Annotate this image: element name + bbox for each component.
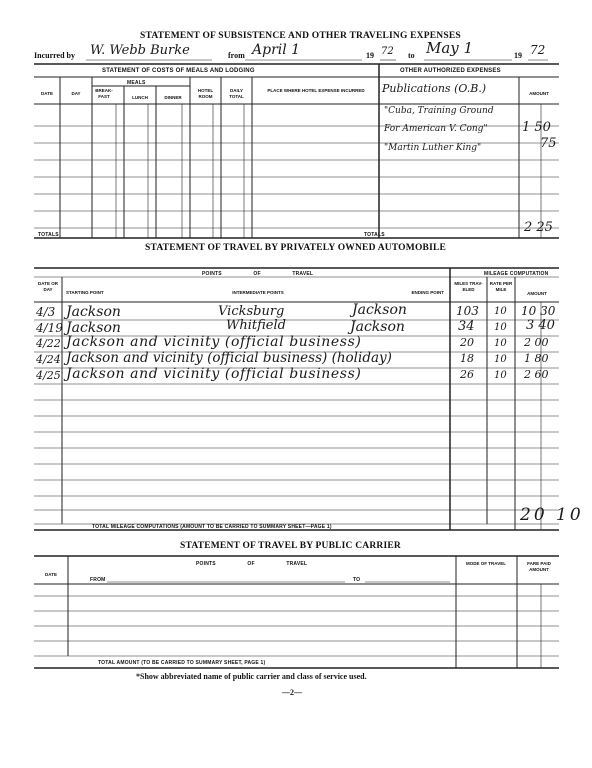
carrier-points-of-travel: POINTS OF TRAVEL — [196, 561, 308, 567]
col-lunch: LUNCH — [132, 95, 148, 100]
auto-col-ending: ENDING POINT — [411, 290, 444, 295]
meals-lodging-heading: STATEMENT OF COSTS OF MEALS AND LODGING — [102, 68, 255, 74]
from-label: from — [228, 51, 245, 60]
auto-row-miles[interactable]: 20 — [460, 336, 474, 349]
auto-col-starting: STARTING POINT — [66, 290, 104, 295]
auto-col-miles: MILES TRAV-ELED — [454, 281, 483, 292]
auto-row-date[interactable]: 4/19 — [36, 321, 63, 335]
col-hotel-room: HOTEL ROOM — [197, 88, 214, 99]
meals-totals-label: TOTALS — [38, 232, 59, 238]
footnote: *Show abbreviated name of public carrier and class of service used. — [136, 672, 367, 681]
meals-group-label: MEALS — [127, 80, 146, 86]
col-dinner: DINNER — [164, 95, 182, 100]
col-breakfast: BREAK-FAST — [95, 88, 113, 99]
auto-row-starting[interactable]: Jackson — [66, 304, 121, 320]
total-mileage-label: TOTAL MILEAGE COMPUTATIONS (AMOUNT TO BE CARRIED TO SUMMARY SHEET—PAGE 1) — [92, 524, 332, 530]
auto-row-starting[interactable]: Jackson and vicinity (official business) — [66, 366, 362, 382]
form-title: STATEMENT OF SUBSISTENCE AND OTHER TRAVELING EXPENSES — [140, 31, 461, 41]
auto-points-of-travel: POINTS OF TRAVEL — [202, 271, 314, 277]
other-total-amount[interactable]: 2 25 — [524, 220, 553, 235]
auto-row-rate[interactable]: 10 — [494, 306, 507, 317]
auto-col-amount: AMOUNT — [527, 291, 547, 296]
mileage-computation-heading: MILEAGE COMPUTATION — [484, 271, 549, 277]
other-expense-item[interactable]: For American V. Cong" — [384, 124, 488, 134]
auto-row-miles[interactable]: 103 — [456, 304, 479, 318]
carrier-total-label: TOTAL AMOUNT (TO BE CARRIED TO SUMMARY SHEET, PAGE 1) — [98, 660, 266, 666]
auto-row-starting[interactable]: Jackson — [66, 320, 121, 336]
carrier-col-date: DATE — [45, 572, 57, 577]
other-expense-amount[interactable]: 1 50 — [522, 120, 551, 135]
from-date-value[interactable]: April 1 — [252, 42, 301, 58]
auto-row-starting[interactable]: Jackson and vicinity (official business) — [66, 334, 362, 350]
page-number: —2— — [282, 688, 302, 697]
carrier-mode-label: MODE OF TRAVEL — [466, 561, 506, 566]
total-mileage-amount[interactable]: 20 10 — [520, 505, 584, 525]
auto-row-intermediate[interactable]: Whitfield — [226, 318, 286, 333]
auto-row-amount[interactable]: 2 60 — [524, 368, 549, 381]
auto-row-amount[interactable]: 10 30 — [521, 304, 556, 318]
year-prefix-1: 19 — [366, 51, 374, 60]
incurred-by-value[interactable]: W. Webb Burke — [90, 43, 190, 58]
to-date-value[interactable]: May 1 — [426, 39, 474, 57]
auto-col-intermediate: INTERMEDIATE POINTS — [232, 290, 284, 295]
other-expense-item[interactable]: "Martin Luther King" — [384, 143, 482, 153]
auto-row-rate[interactable]: 10 — [494, 370, 507, 381]
auto-row-date[interactable]: 4/25 — [36, 369, 61, 382]
year-value-1[interactable]: 72 — [381, 46, 394, 57]
auto-row-ending[interactable]: Jackson — [350, 319, 405, 335]
auto-row-miles[interactable]: 18 — [460, 352, 474, 365]
auto-col-date: DATE OR DAY — [38, 281, 58, 292]
carrier-to-label: TO — [353, 577, 361, 583]
auto-row-ending[interactable]: Jackson — [352, 302, 407, 318]
col-date: DATE — [41, 91, 53, 96]
carrier-fare-label: FARE PAID AMOUNT — [527, 561, 551, 572]
other-expense-amount[interactable]: 75 — [540, 136, 557, 151]
auto-row-date[interactable]: 4/24 — [36, 353, 61, 366]
year-value-2[interactable]: 72 — [530, 43, 546, 57]
col-place-hotel: PLACE WHERE HOTEL EXPENSE INCURRED — [267, 88, 365, 93]
auto-row-date[interactable]: 4/3 — [36, 305, 56, 319]
carrier-section-heading: STATEMENT OF TRAVEL BY PUBLIC CARRIER — [180, 541, 401, 551]
auto-row-amount[interactable]: 2 00 — [524, 336, 549, 349]
auto-section-heading: STATEMENT OF TRAVEL BY PRIVATELY OWNED AUTOMOBILE — [145, 243, 447, 253]
other-expense-item[interactable]: "Cuba, Training Ground — [384, 106, 494, 116]
auto-row-miles[interactable]: 34 — [458, 319, 475, 334]
incurred-by-label: Incurred by — [34, 51, 75, 60]
auto-row-date[interactable]: 4/22 — [36, 337, 61, 350]
to-label: to — [408, 51, 415, 60]
col-day: DAY — [71, 91, 81, 96]
auto-row-miles[interactable]: 26 — [460, 368, 474, 381]
auto-row-rate[interactable]: 10 — [494, 338, 507, 349]
other-amount-label: AMOUNT — [529, 91, 549, 96]
auto-row-amount[interactable]: 1 80 — [524, 352, 549, 365]
other-expense-item[interactable]: Publications (O.B.) — [382, 82, 487, 95]
auto-row-rate[interactable]: 10 — [494, 322, 507, 333]
year-prefix-2: 19 — [514, 51, 522, 60]
col-daily-total: DAILY TOTAL — [229, 88, 244, 99]
carrier-from-label: FROM — [90, 577, 106, 583]
auto-row-intermediate[interactable]: Vicksburg — [218, 304, 285, 319]
auto-row-starting[interactable]: Jackson and vicinity (official business) (holiday) — [66, 350, 392, 366]
auto-col-rate: RATE PER MILE — [489, 281, 513, 292]
other-expenses-heading: OTHER AUTHORIZED EXPENSES — [400, 68, 501, 74]
auto-row-rate[interactable]: 10 — [494, 354, 507, 365]
other-totals-label: TOTALS — [364, 232, 385, 238]
auto-row-amount[interactable]: 3 40 — [526, 318, 555, 333]
